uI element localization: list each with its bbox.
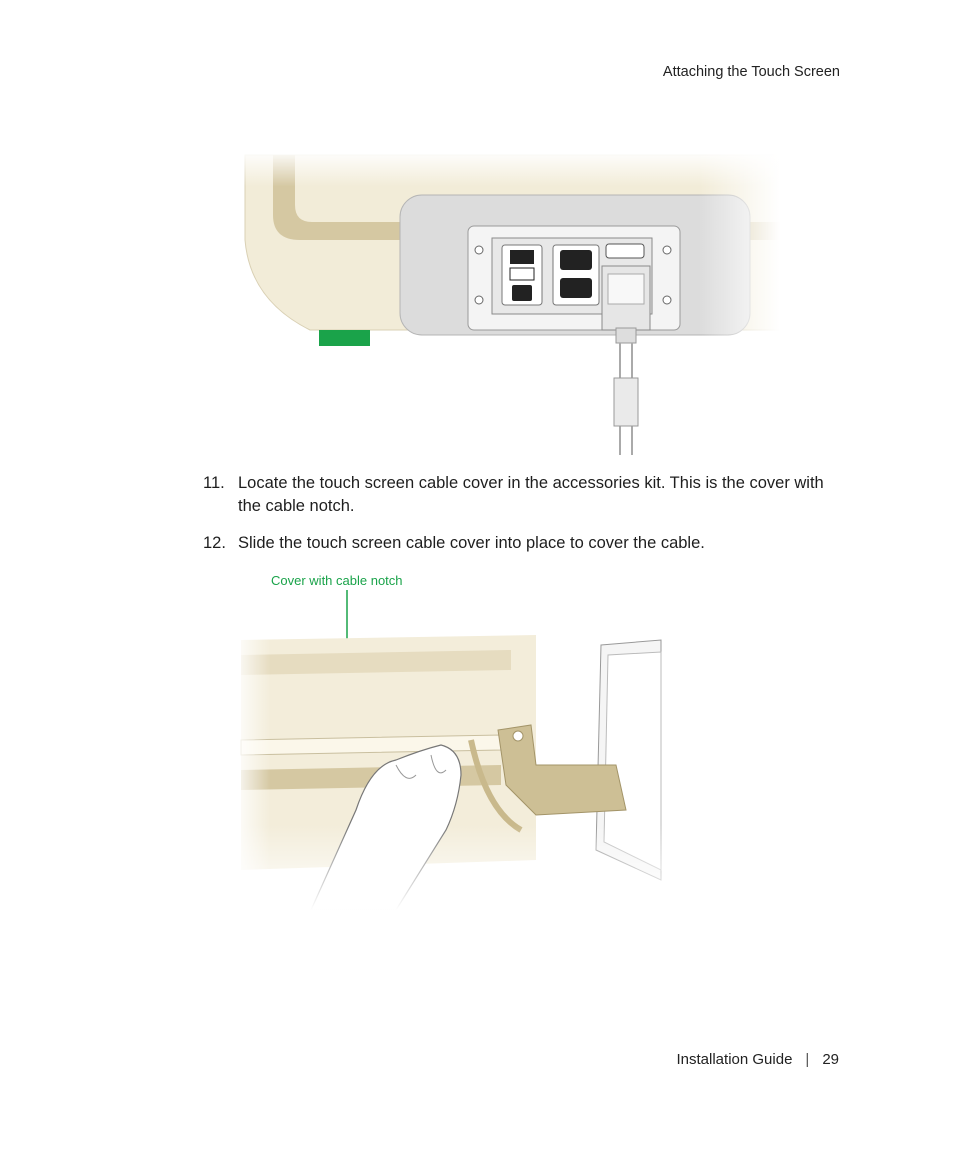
step-number: 11. [203, 474, 225, 492]
step-11 [203, 472, 843, 518]
guide-title: Installation Guide [676, 1051, 793, 1068]
step-text: Locate the touch screen cable cover in the accessories kit. This is the cover with the cable notch. [238, 474, 824, 515]
running-header: Attaching the Touch Screen [662, 64, 840, 80]
page-footer [677, 1051, 840, 1068]
instruction-steps [203, 472, 843, 569]
connector-panel-illustration [240, 150, 780, 455]
step-text: Slide the touch screen cable cover into place to cover the cable. [238, 534, 705, 552]
step-number: 12. [203, 534, 226, 552]
step-12 [203, 532, 843, 555]
page-number: 29 [822, 1051, 839, 1068]
footer-separator: | [805, 1051, 810, 1068]
cable-cover-illustration [236, 570, 666, 910]
